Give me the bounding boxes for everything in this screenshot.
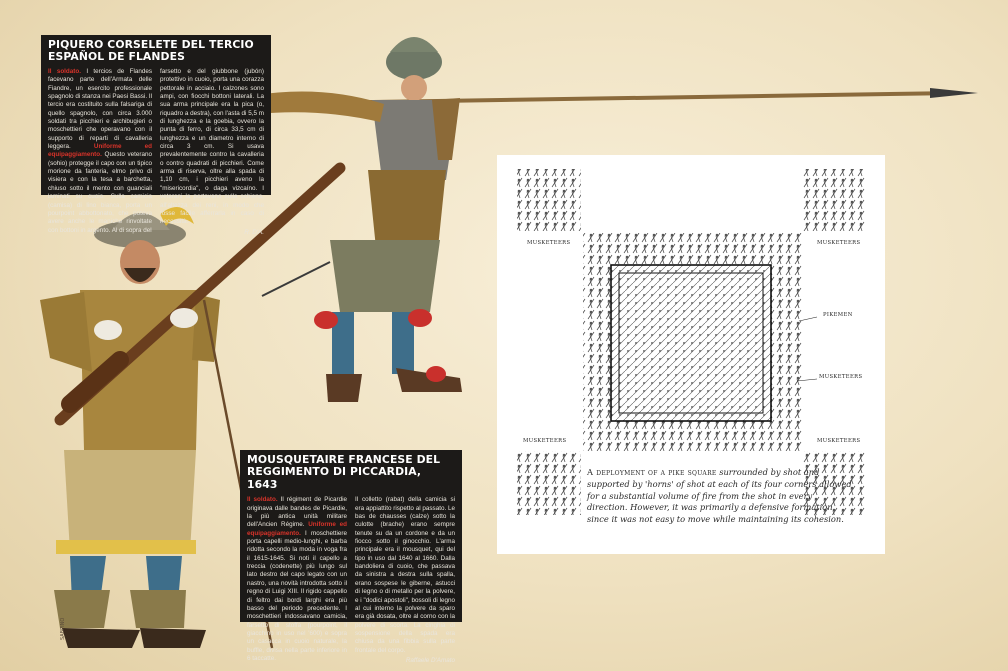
pike-square-figure (497, 155, 885, 554)
musketeer-block-top-left (517, 169, 581, 231)
musketeer-text-columns (247, 496, 455, 665)
label-musketeers-bottom-right: MUSKETEERS (817, 438, 861, 444)
musketeer-col2-text: Il colletto (rabat) della camicia si era appiattito rispetto al passato. Le bas de chausses (calze) sotto la culotte (brache) erano sempre tenute su da un cordone e da un fiocco sotto il ginocchio. L'arma principale era il mousquet, qui del tipo in uso dal 1640 al 1660. Dalla bandoliera di cuoio, che passava da sinistra a destra sulla spalla, erano sospese le giberne, astucci di legno o di metallo per la polvere, e i "dodici apostoli", bossoli di legno al cui interno la polvere da sparo era già dosata, oltre al corno con la polvere di scorta. La cinghia di sospensione della spada era chiusa da una fibbia sulla parte frontale del corpo. (355, 496, 455, 654)
musketeer-uniform-heading: Uniforme ed equipaggiamento. (247, 521, 347, 537)
pikeman-text-col2 (160, 68, 264, 237)
pikeman-uniform-text: Questo veterano (sohio) protegge il capo con un tipico morione da fanteria, elmo privo di visiera e con la tesa a barchetta, chiuso sotto il mento con guanciali laminati su cuoio. Sulla camicia (camisa) di lino bianca, porta un pourpoint abbottonato, che poteva avere anche le maniche rinvoltate con bottoni in argento. Al di sopra del (48, 151, 153, 234)
musketeer-block-bottom-left (517, 451, 581, 515)
pikemen-block (611, 265, 771, 421)
figure-caption-lead: A deployment of a pike square (587, 467, 717, 477)
label-musketeers-top-right: MUSKETEERS (817, 240, 861, 246)
pikeman-textbox (41, 35, 271, 236)
musketeer-intro-heading: Il soldato. (247, 496, 278, 504)
musketeer-text-col1 (247, 496, 347, 665)
pikeman-text-columns (48, 68, 264, 237)
illustrator-credit: SABPINO (60, 617, 66, 640)
pikeman-uniform-heading: Uniforme ed equipaggiamento. (48, 143, 152, 159)
pikeman-title: PIQUERO CORSELETE DEL TERCIO ESPAÑOL DE FLANDES (48, 38, 254, 64)
label-musketeers-side: MUSKETEERS (819, 374, 863, 380)
label-musketeers-top-left: MUSKETEERS (527, 240, 571, 246)
musketeer-block-top-right (803, 169, 865, 231)
pikeman-intro-text: I tercios de Flandes facevano parte dell'Armata delle Fiandre, un esercito professionale spagnolo di stanza nei Paesi Bassi. Il tercio era costituito sulla falsariga di quello spagnolo, con circa 3.000 soldati tra picchieri e archibugieri o moschettieri che operavano con il supporto di reparti di cavalleria leggera. (48, 67, 153, 151)
musketeer-text-col2 (355, 496, 455, 665)
musketeer-signature: Raffaele D'Amato (405, 657, 455, 665)
musketeer-uniform-text: I moschettiere porta capelli medio-lunghi, e barba ridotta secondo la moda in voga fra il 1615-1645. Si noti il capello a treccia (codenette) più lungo sul lato destro del capo legato con un nastro, una novità introdotta sotto il regno di Luigi XIII. Il rigido cappello di feltro dai bordi larghi era più basso del periodo precedente. I moschettieri indossavano camicia, farsetto di stoffa (pourpoint, il giacchino in uso nel '600) e sopra un casacca in cuoio naturale, la buffle, divisa nella parte inferiore in 6 taccatte. (247, 529, 347, 663)
pikeman-intro-heading: Il soldato. (48, 67, 81, 75)
musketeer-intro-text: Il régiment de Picardie originava dalle bandes de Picardie, la più antica unità militare dell'Ancien Régime. (247, 496, 348, 529)
pikeman-signature: R. D'A. (244, 228, 264, 236)
pikeman-text-col1 (48, 68, 152, 237)
figure-caption (587, 467, 855, 526)
label-musketeers-bottom-left: MUSKETEERS (523, 438, 567, 444)
label-pikemen: PIKEMEN (823, 312, 853, 318)
figure-caption-text: surrounded by shot and supported by 'horns' of shot at each of its four corners allowed for a substantial volume of fire from the shot in every direction. However, it was primarily a defensive formation since it was not easy to move while maintaining its cohesion. (587, 467, 852, 525)
musketeer-title: MOUSQUETAIRE FRANCESE DEL REGGIMENTO DI PICCARDIA, 1643 (247, 453, 441, 491)
pikeman-col2-text: farsetto e del giubbone (jubón) protettivo in cuoio, porta una corazza pettorale in acciaio. I calzones sono ampi, con fiocchi bottoni laterali. La sua arma principale era la pica (o, riquadro a destra), con l'asta di 5,5 m di lunghezza e la goebia, ovvero la punta di ferro, di circa 33,5 cm di lunghezza e un diametro interno di circa 3 cm. Si usava prevalentemente contro la cavalleria o contro quadrati di picchieri. Come arma di riserva, oltre alla spada di 1,10 cm, i picchieri aveno la "misericordia", o daga vizcaíno. I veterani la portavano sulla schiena, all'altezza dei reni, in modo che fosse facile afferrarla in caso di necessità. (160, 67, 264, 226)
musketeer-textbox (240, 450, 462, 665)
